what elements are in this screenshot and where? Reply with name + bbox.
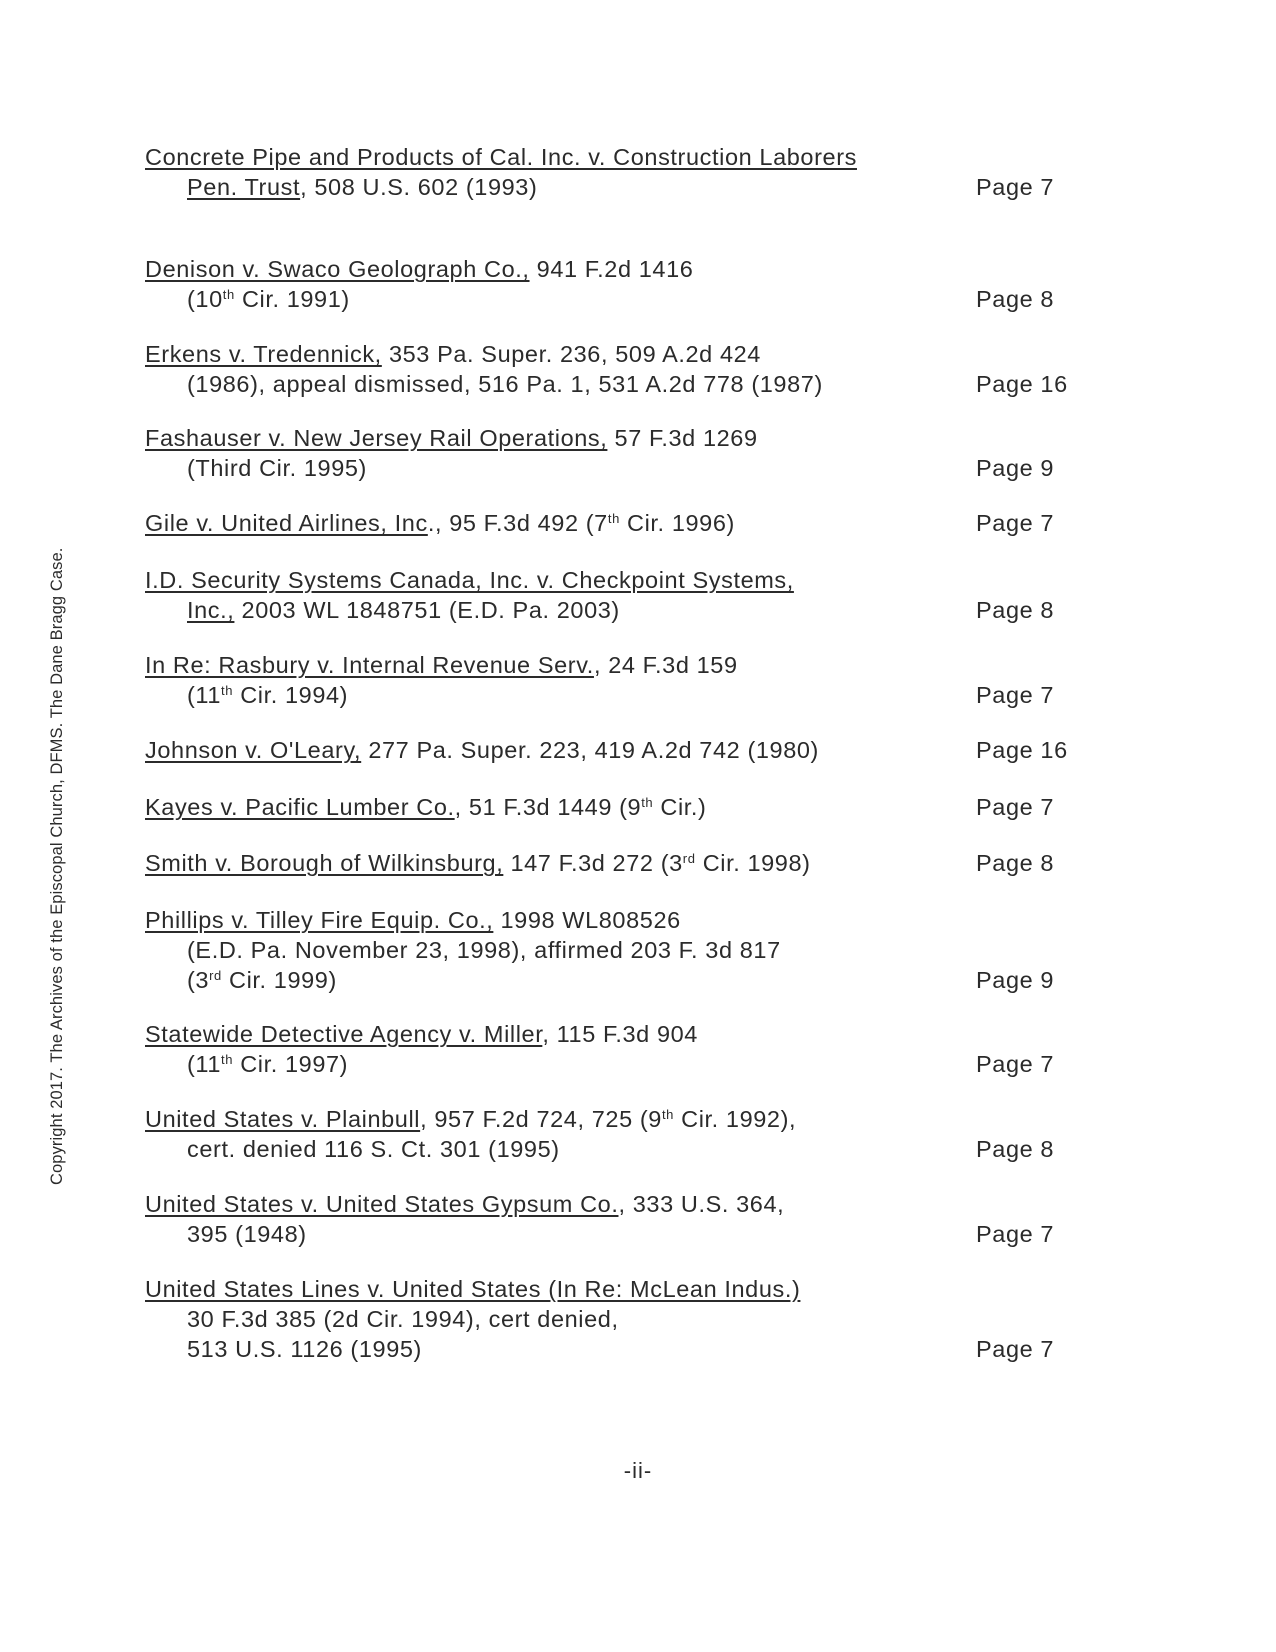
citation-text: Cir. 1998)	[695, 850, 811, 876]
page-reference: Page 8	[976, 286, 1055, 312]
citation-text: (E.D. Pa. November 23, 1998), affirmed 203 F. 3d 817	[187, 937, 781, 963]
citation-text: (3	[187, 967, 210, 993]
case-name: Kayes v. Pacific Lumber Co.	[145, 794, 455, 820]
citation-line	[145, 792, 1145, 822]
page-reference: Page 7	[976, 1336, 1055, 1362]
citation-text: , 508 U.S. 602 (1993)	[300, 174, 538, 200]
citation-text: , 24 F.3d 159	[593, 652, 738, 678]
citation-line	[145, 905, 1145, 935]
case-name: Johnson v. O'Leary,	[145, 737, 362, 763]
citation-line	[145, 254, 1145, 284]
case-name: Denison v. Swaco Geolograph Co.,	[145, 256, 530, 282]
citation-line	[145, 1189, 1145, 1219]
citation-text: Cir. 1999)	[221, 967, 337, 993]
page-reference: Page 8	[976, 597, 1055, 623]
case-name: Phillips v. Tilley Fire Equip. Co.,	[145, 907, 494, 933]
citation-text: 395 (1948)	[187, 1221, 307, 1247]
citation-line	[145, 1334, 1145, 1364]
ordinal-suffix: rd	[682, 851, 696, 866]
citation-entry	[145, 735, 1145, 765]
citation-entry	[145, 792, 1145, 822]
copyright-notice: Copyright 2017. The Archives of the Episcopal Church, DFMS. The Dane Bragg Case.	[48, 547, 66, 1185]
citation-text: , 957 F.2d 724, 725 (9	[420, 1106, 662, 1132]
ordinal-suffix: th	[221, 683, 234, 698]
ordinal-suffix: th	[222, 287, 235, 302]
citation-text: cert. denied 116 S. Ct. 301 (1995)	[187, 1136, 560, 1162]
citation-line	[145, 965, 1145, 995]
page-reference: Page 16	[976, 737, 1068, 763]
ordinal-suffix: th	[607, 511, 620, 526]
citation-line	[145, 369, 1145, 399]
citation-text: Cir. 1997)	[233, 1051, 349, 1077]
citation-line	[145, 680, 1145, 710]
case-name: Inc.,	[187, 597, 235, 623]
citation-line	[145, 565, 1145, 595]
citation-line	[145, 423, 1145, 453]
citation-entry	[145, 650, 1145, 710]
citation-text: 2003 WL 1848751 (E.D. Pa. 2003)	[234, 597, 620, 623]
page-reference: Page 8	[976, 850, 1055, 876]
page-number: -ii-	[623, 1458, 653, 1483]
citation-entry	[145, 142, 1145, 202]
citation-text: Cir.)	[653, 794, 707, 820]
citation-line	[145, 339, 1145, 369]
citation-entry	[145, 1189, 1145, 1249]
case-name: I.D. Security Systems Canada, Inc. v. Checkpoint Systems,	[145, 567, 794, 593]
citation-text: (11	[187, 682, 222, 708]
case-name: United States v. United States Gypsum Co.	[145, 1191, 619, 1217]
page-reference: Page 7	[976, 794, 1055, 820]
page-reference: Page 7	[976, 1221, 1055, 1247]
page-reference: Page 16	[976, 371, 1068, 397]
citation-entry	[145, 423, 1145, 483]
citation-line	[145, 1219, 1145, 1249]
citation-line	[145, 935, 1145, 965]
page-reference: Page 7	[976, 682, 1055, 708]
case-name: In Re: Rasbury v. Internal Revenue Serv.	[145, 652, 594, 678]
citation-entry	[145, 254, 1145, 314]
ordinal-suffix: th	[641, 795, 654, 810]
case-name: Fashauser v. New Jersey Rail Operations,	[145, 425, 608, 451]
case-name: Smith v. Borough of Wilkinsburg,	[145, 850, 504, 876]
citation-text: Cir. 1992),	[674, 1106, 797, 1132]
page-reference: Page 7	[976, 510, 1055, 536]
case-name: United States Lines v. United States (In Re: McLean Indus.)	[145, 1276, 801, 1302]
citation-text: (Third Cir. 1995)	[187, 455, 367, 481]
case-name: Concrete Pipe and Products of Cal. Inc. v. Construction Laborers	[145, 144, 857, 170]
citation-line	[145, 595, 1145, 625]
citation-line	[145, 1049, 1145, 1079]
citation-entry	[145, 1019, 1145, 1079]
citation-line	[145, 284, 1145, 314]
citation-entry	[145, 508, 1145, 538]
citation-line	[145, 453, 1145, 483]
citation-line	[145, 1134, 1145, 1164]
citation-text: , 115 F.3d 904	[542, 1021, 698, 1047]
citation-text: 57 F.3d 1269	[607, 425, 758, 451]
citation-text: ., 95 F.3d 492 (7	[427, 510, 608, 536]
citation-text: , 333 U.S. 364,	[618, 1191, 785, 1217]
citation-text: (10	[187, 286, 223, 312]
page-reference: Page 9	[976, 455, 1055, 481]
citation-line	[145, 142, 1145, 172]
page-reference: Page 7	[976, 174, 1055, 200]
case-name: Pen. Trust	[187, 174, 301, 200]
citation-line	[145, 1274, 1145, 1304]
page-reference: Page 9	[976, 967, 1055, 993]
citation-text: 147 F.3d 272 (3	[503, 850, 683, 876]
citation-text: (1986), appeal dismissed, 516 Pa. 1, 531 A.2d 778 (1987)	[187, 371, 823, 397]
citation-line	[145, 508, 1145, 538]
citation-line	[145, 848, 1145, 878]
citation-line	[145, 650, 1145, 680]
citation-text: Cir. 1996)	[619, 510, 735, 536]
citation-text: Cir. 1994)	[233, 682, 349, 708]
citation-line	[145, 1019, 1145, 1049]
citation-text: 941 F.2d 1416	[529, 256, 694, 282]
page-reference: Page 7	[976, 1051, 1055, 1077]
case-name: Statewide Detective Agency v. Miller	[145, 1021, 543, 1047]
citation-line	[145, 1104, 1145, 1134]
citation-entry	[145, 565, 1145, 625]
case-name: Gile v. United Airlines, Inc	[145, 510, 428, 536]
citation-text: 277 Pa. Super. 223, 419 A.2d 742 (1980)	[361, 737, 819, 763]
citation-entry	[145, 339, 1145, 399]
citation-entry	[145, 848, 1145, 878]
citation-text: , 51 F.3d 1449 (9	[454, 794, 642, 820]
page-reference: Page 8	[976, 1136, 1055, 1162]
ordinal-suffix: rd	[209, 968, 222, 983]
citation-text: 513 U.S. 1126 (1995)	[187, 1336, 422, 1362]
ordinal-suffix: th	[221, 1052, 234, 1067]
case-name: United States v. Plainbull	[145, 1106, 421, 1132]
citation-line	[145, 735, 1145, 765]
citation-text: Cir. 1991)	[234, 286, 350, 312]
citation-entry	[145, 905, 1145, 995]
citation-text: 1998 WL808526	[493, 907, 681, 933]
ordinal-suffix: th	[661, 1107, 675, 1122]
citation-text: 353 Pa. Super. 236, 509 A.2d 424	[381, 341, 761, 367]
citation-line	[145, 172, 1145, 202]
citation-entry	[145, 1104, 1145, 1164]
citation-text: (11	[187, 1051, 222, 1077]
case-name: Erkens v. Tredennick,	[145, 341, 382, 367]
citation-entry	[145, 1274, 1145, 1364]
citation-line	[145, 1304, 1145, 1334]
citation-text: 30 F.3d 385 (2d Cir. 1994), cert denied,	[187, 1306, 619, 1332]
